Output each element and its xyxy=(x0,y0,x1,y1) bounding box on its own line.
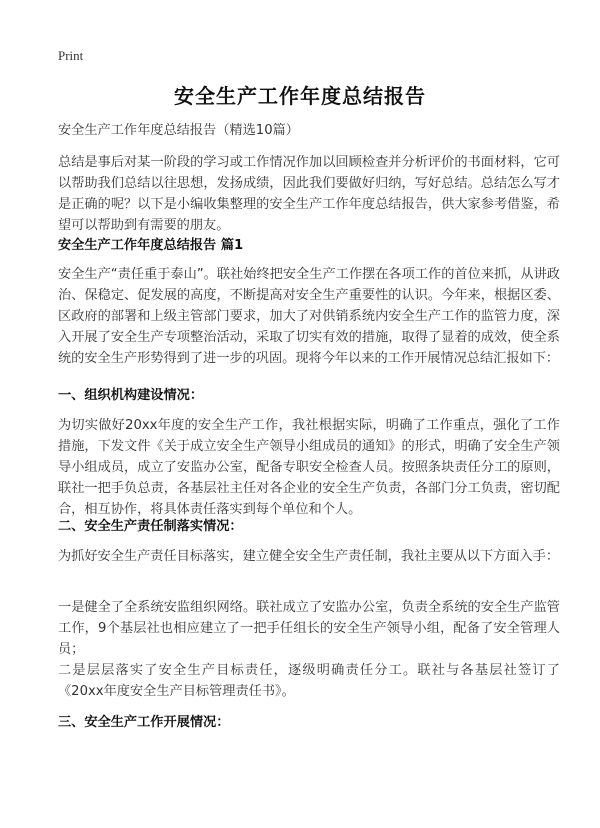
print-label: Print xyxy=(58,48,84,63)
paragraph-3: 为抓好安全生产责任目标落实，建立健全安全生产责任制，我社主要从以下方面入手： xyxy=(58,549,560,564)
section-heading-3: 二、安全生产责任制落实情况： xyxy=(58,519,243,534)
intro-paragraph: 总结是事后对某一阶段的学习或工作情况作加以回顾检查并分析评价的书面材料，它可以帮助我们总结以往思想，发扬成绩，因此我们要做好归纳，写好总结。总结怎么写才是正确的呢？以下是小编收集整理的安全生产工作年度总结报告，供大家参考借鉴，希望可以帮助到有需要的朋友。 xyxy=(58,155,560,233)
paragraph-5: 二是层层落实了安全生产目标责任，逐级明确责任分工。联社与各基层社签订了《20xx年度安全生产目标管理责任书》。 xyxy=(58,663,560,699)
section-heading-2: 一、组织机构建设情况： xyxy=(58,388,204,403)
paragraph-2: 为切实做好20xx年度的安全生产工作，我社根据实际，明确了工作重点，强化了工作措施，下发文件《关于成立安全生产领导小组成员的通知》的形式，明确了安全生产领导小组成员，成立了安监办公室，配备专职安全检查人员。按照条块责任分工的原则，联社一把手负总责，各基层社主任对各企业的安全生产负责，各部门分工负责，密切配合，相互协作，将具体责任落实到每个单位和个人。 xyxy=(58,418,560,517)
paragraph-4: 一是健全了全系统安监组织网络。联社成立了安监办公室，负责全系统的安全生产监管工作，9个基层社也相应建立了一把手任组长的安全生产领导小组，配备了安全管理人员； xyxy=(58,600,560,657)
section-heading-1: 安全生产工作年度总结报告 篇1 xyxy=(58,238,244,253)
document-subtitle: 安全生产工作年度总结报告（精选10篇） xyxy=(58,123,299,138)
paragraph-1: 安全生产“责任重于泰山”。联社始终把安全生产工作摆在各项工作的首位来抓，从讲政治、保稳定、促发展的高度，不断提高对安全生产重要性的认识。今年来，根据区委、区政府的部署和上级主管部门要求，加大了对供销系统内安全生产工作的监管力度，深入开展了安全生产专项整治活动，采取了切实有效的措施，取得了显着的成效，使全系统的安全生产形势得到了进一步的巩固。现将今年以来的工作开展情况总结汇报如下： xyxy=(58,267,560,366)
page-title: 安全生产工作年度总结报告 xyxy=(174,84,426,108)
section-heading-4: 三、安全生产工作开展情况： xyxy=(58,715,230,730)
